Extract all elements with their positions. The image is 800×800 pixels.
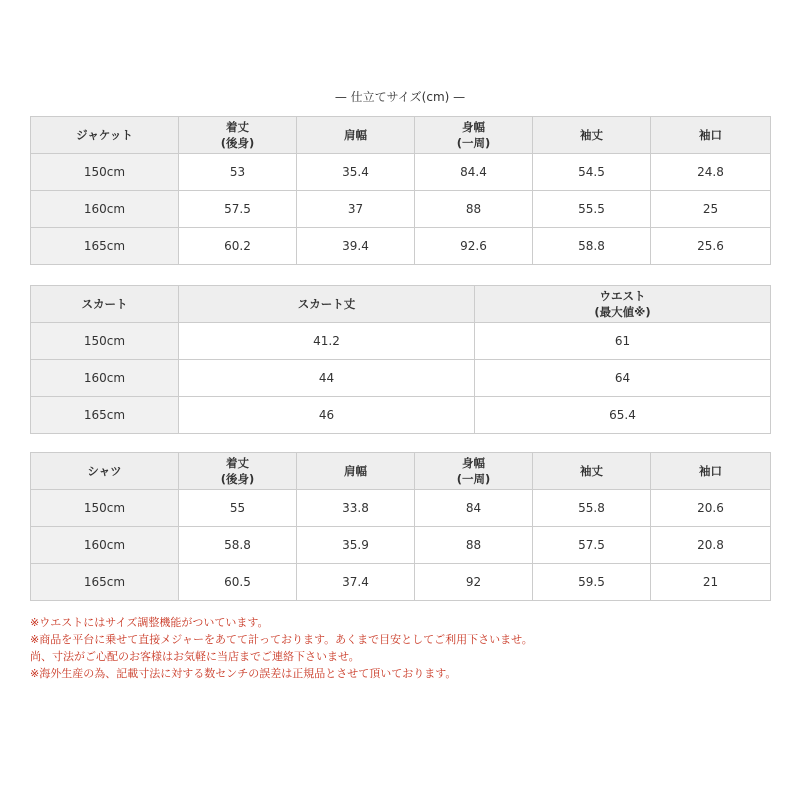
table-cell: 53 bbox=[179, 154, 297, 191]
table-row bbox=[31, 228, 771, 265]
table-header-cell: 肩幅 bbox=[297, 117, 415, 154]
table-cell: 55.8 bbox=[533, 490, 651, 527]
table-cell: 57.5 bbox=[179, 191, 297, 228]
table-cell: 41.2 bbox=[179, 323, 475, 360]
table-cell: 84 bbox=[415, 490, 533, 527]
table-cell: 88 bbox=[415, 527, 533, 564]
size-label: 160cm bbox=[31, 527, 179, 564]
table-cell: 57.5 bbox=[533, 527, 651, 564]
table-cell: 21 bbox=[651, 564, 771, 601]
table-cell: 60.2 bbox=[179, 228, 297, 265]
table-cell: 20.6 bbox=[651, 490, 771, 527]
note-line: ※商品を平台に乗せて直接メジャーをあてて計っております。あくまで目安としてご利用下さいませ。 bbox=[30, 633, 533, 646]
table-cell: 37 bbox=[297, 191, 415, 228]
table-header-cell: スカート bbox=[31, 286, 179, 323]
table-header-cell: 着丈 (後身) bbox=[179, 117, 297, 154]
table-header-cell: 着丈 (後身) bbox=[179, 453, 297, 490]
table-cell: 88 bbox=[415, 191, 533, 228]
size-label: 160cm bbox=[31, 360, 179, 397]
note-line: 尚、寸法がご心配のお客様はお気軽に当店までご連絡下さいませ。 bbox=[30, 650, 360, 663]
note-line: ※海外生産の為、記載寸法に対する数センチの誤差は正規品とさせて頂いております。 bbox=[30, 667, 457, 680]
size-label: 150cm bbox=[31, 490, 179, 527]
table-cell: 54.5 bbox=[533, 154, 651, 191]
page-title: — 仕立てサイズ(cm) — bbox=[334, 90, 466, 104]
table-header-cell: シャツ bbox=[31, 453, 179, 490]
table-header-row bbox=[31, 117, 771, 154]
table-cell: 44 bbox=[179, 360, 475, 397]
size-label: 160cm bbox=[31, 191, 179, 228]
table-cell: 25.6 bbox=[651, 228, 771, 265]
table-row bbox=[31, 323, 771, 360]
table-cell: 55 bbox=[179, 490, 297, 527]
table-cell: 35.4 bbox=[297, 154, 415, 191]
table-header-row bbox=[31, 453, 771, 490]
table-cell: 84.4 bbox=[415, 154, 533, 191]
table-cell: 92.6 bbox=[415, 228, 533, 265]
table-header-cell: 袖丈 bbox=[533, 117, 651, 154]
table-cell: 55.5 bbox=[533, 191, 651, 228]
size-notes bbox=[30, 614, 770, 682]
table-header-cell: ジャケット bbox=[31, 117, 179, 154]
table-cell: 92 bbox=[415, 564, 533, 601]
skirt-size-table bbox=[30, 285, 771, 434]
table-header-cell: 袖口 bbox=[651, 453, 771, 490]
table-header-cell: スカート丈 bbox=[179, 286, 475, 323]
table-header-row bbox=[31, 286, 771, 323]
note-line: ※ウエストにはサイズ調整機能がついています。 bbox=[30, 616, 269, 629]
table-row bbox=[31, 527, 771, 564]
size-label: 150cm bbox=[31, 323, 179, 360]
table-cell: 25 bbox=[651, 191, 771, 228]
table-cell: 60.5 bbox=[179, 564, 297, 601]
table-header-cell: ウエスト (最大値※) bbox=[475, 286, 771, 323]
table-row bbox=[31, 154, 771, 191]
table-cell: 24.8 bbox=[651, 154, 771, 191]
table-cell: 65.4 bbox=[475, 397, 771, 434]
table-cell: 58.8 bbox=[179, 527, 297, 564]
table-cell: 35.9 bbox=[297, 527, 415, 564]
table-row bbox=[31, 360, 771, 397]
table-cell: 58.8 bbox=[533, 228, 651, 265]
table-cell: 46 bbox=[179, 397, 475, 434]
table-row bbox=[31, 564, 771, 601]
table-cell: 64 bbox=[475, 360, 771, 397]
size-label: 165cm bbox=[31, 228, 179, 265]
table-header-cell: 袖口 bbox=[651, 117, 771, 154]
table-header-cell: 肩幅 bbox=[297, 453, 415, 490]
table-cell: 20.8 bbox=[651, 527, 771, 564]
table-cell: 37.4 bbox=[297, 564, 415, 601]
size-label: 150cm bbox=[31, 154, 179, 191]
table-cell: 61 bbox=[475, 323, 771, 360]
table-row bbox=[31, 191, 771, 228]
size-label: 165cm bbox=[31, 397, 179, 434]
table-header-cell: 袖丈 bbox=[533, 453, 651, 490]
table-header-cell: 身幅 (一周) bbox=[415, 117, 533, 154]
table-cell: 39.4 bbox=[297, 228, 415, 265]
table-row bbox=[31, 490, 771, 527]
table-cell: 33.8 bbox=[297, 490, 415, 527]
jacket-size-table bbox=[30, 116, 771, 265]
table-row bbox=[31, 397, 771, 434]
size-label: 165cm bbox=[31, 564, 179, 601]
table-header-cell: 身幅 (一周) bbox=[415, 453, 533, 490]
shirt-size-table bbox=[30, 452, 771, 601]
table-cell: 59.5 bbox=[533, 564, 651, 601]
